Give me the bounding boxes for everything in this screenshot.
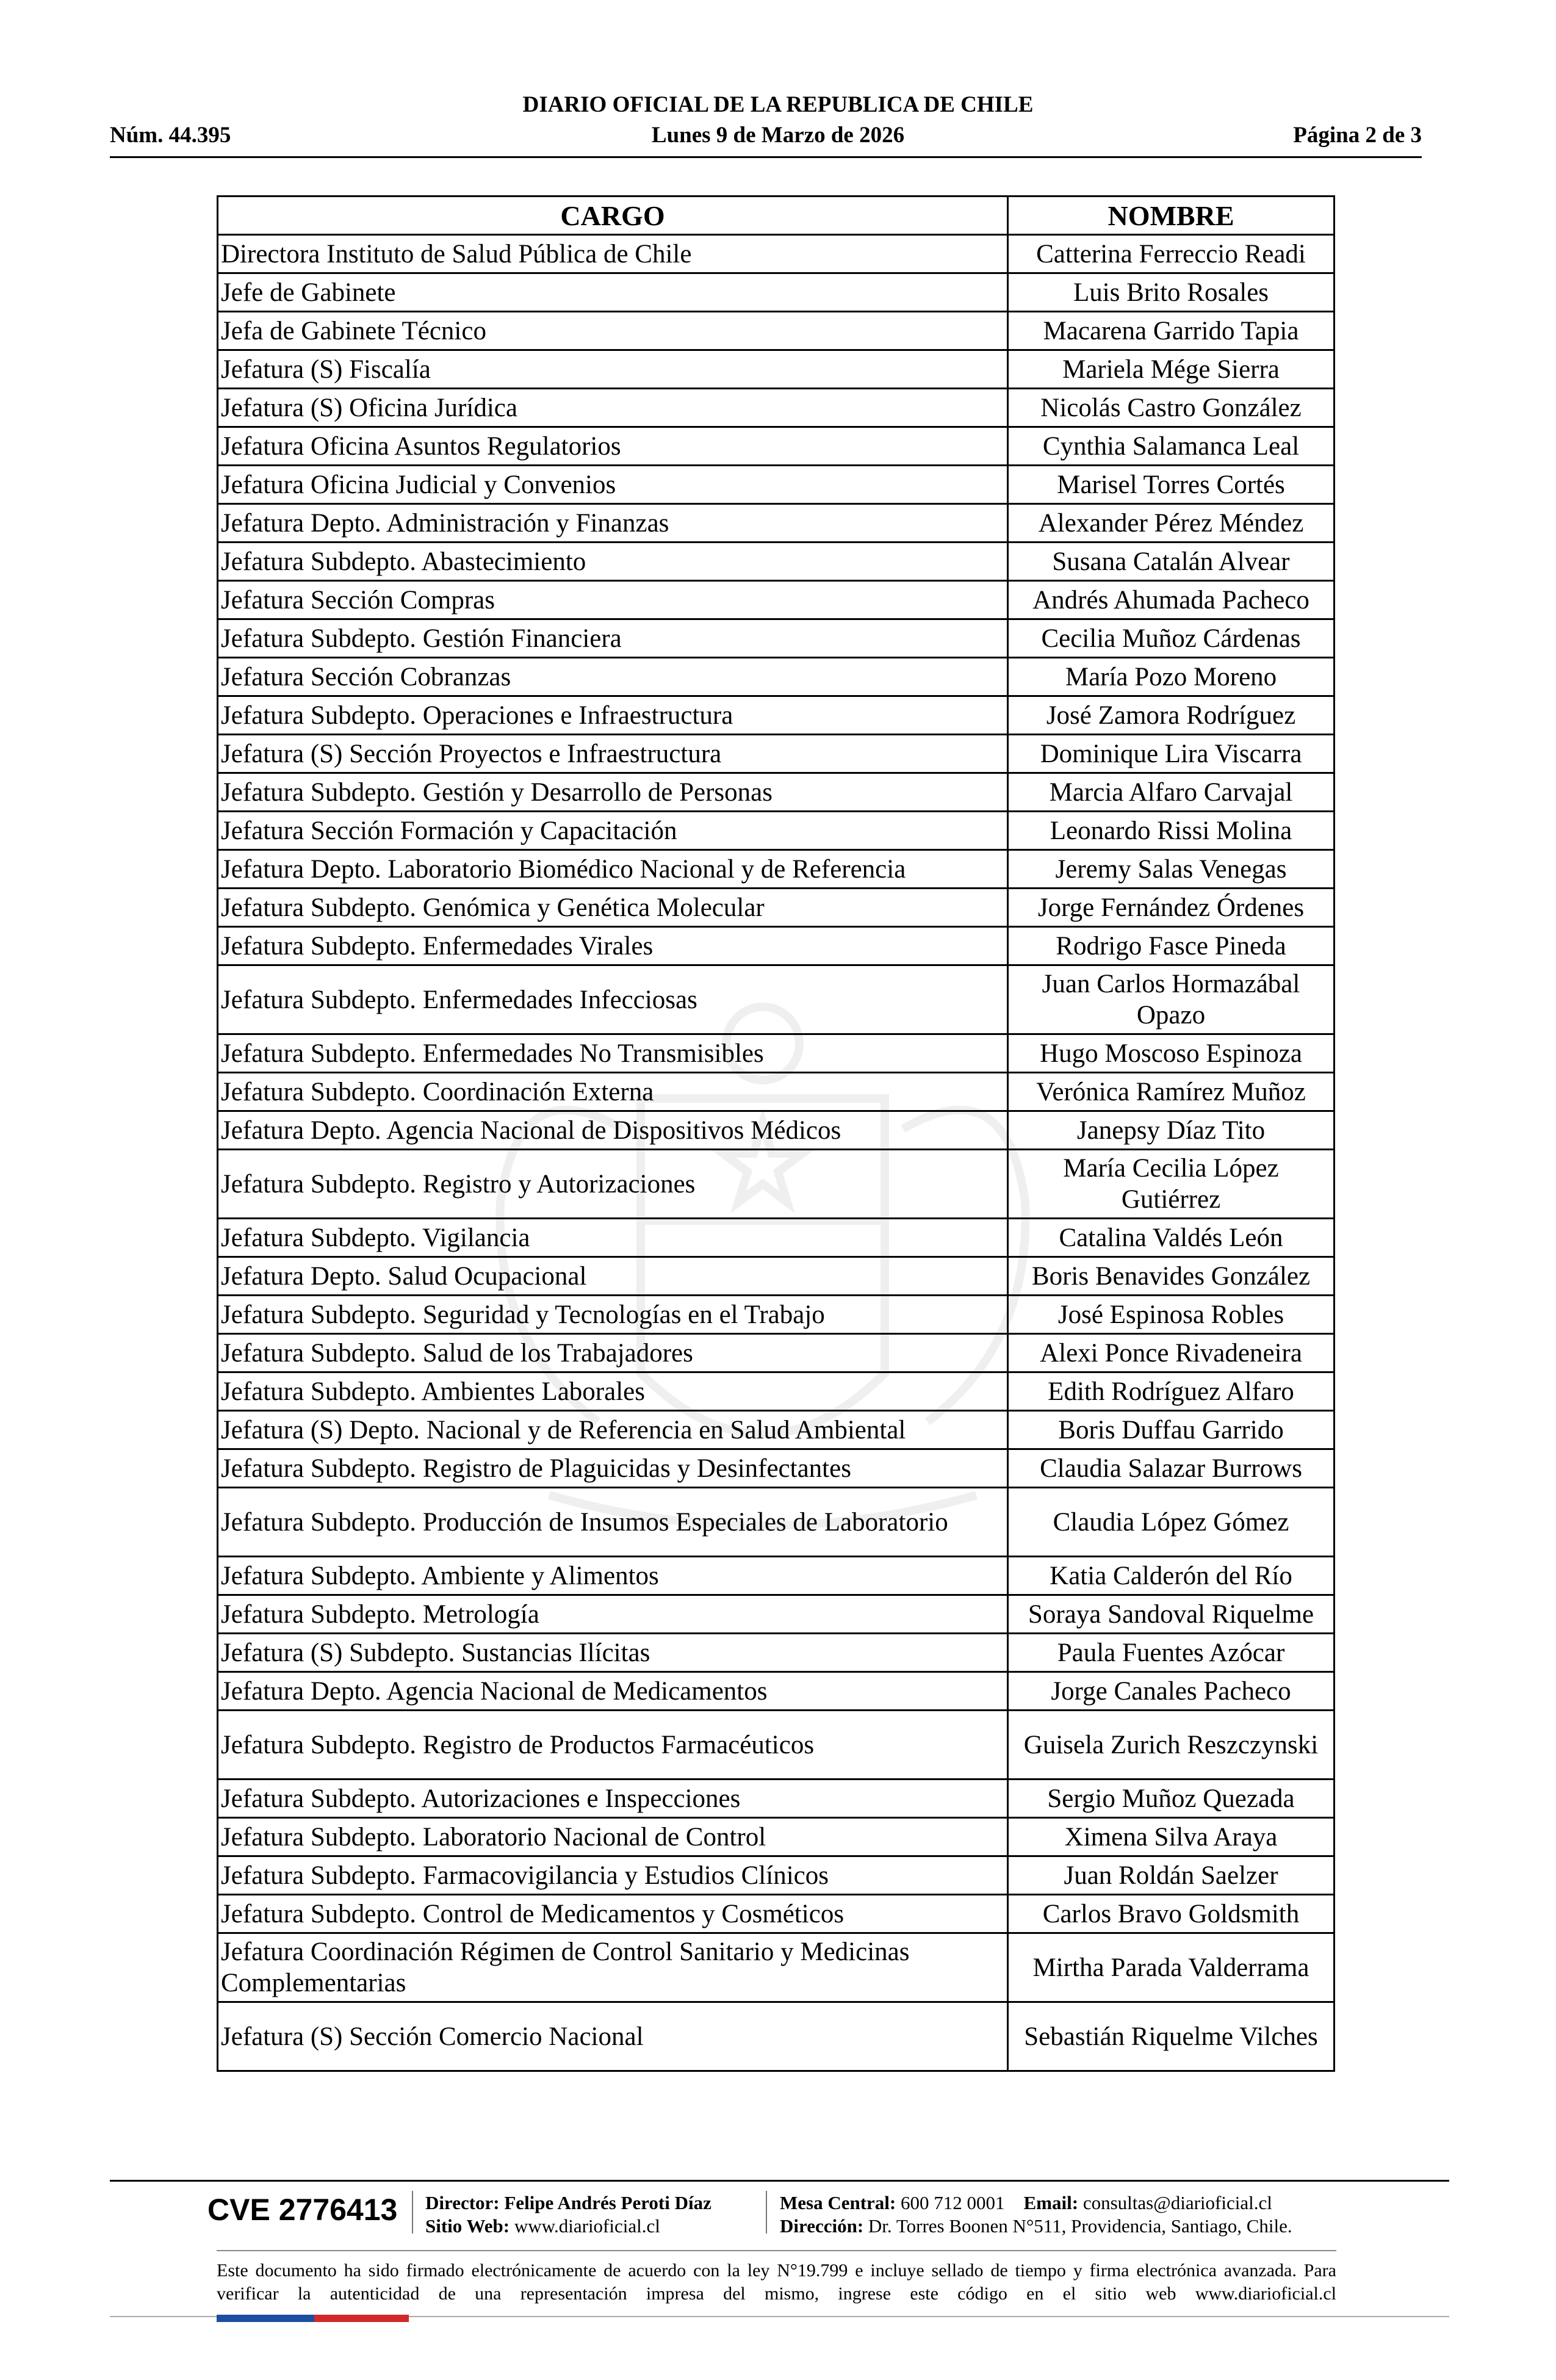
- cargo-cell: Jefatura Subdepto. Genómica y Genética Molecular: [218, 889, 1008, 927]
- nombre-cell: Edith Rodríguez Alfaro: [1008, 1372, 1334, 1411]
- cargo-cell: Jefatura Subdepto. Coordinación Externa: [218, 1073, 1008, 1111]
- table-row: [218, 1296, 1334, 1334]
- nombre-cell: Guisela Zurich Reszczynski: [1008, 1711, 1334, 1780]
- nombre-cell: Catterina Ferreccio Readi: [1008, 235, 1334, 273]
- cargo-cell: Jefatura Sección Compras: [218, 581, 1008, 619]
- newspaper-title: DIARIO OFICIAL DE LA REPUBLICA DE CHILE: [522, 92, 1034, 117]
- cargo-cell: Jefatura Subdepto. Ambiente y Alimentos: [218, 1557, 1008, 1595]
- nombre-cell: Catalina Valdés León: [1008, 1219, 1334, 1257]
- cargo-cell: Jefatura Depto. Agencia Nacional de Medicamentos: [218, 1672, 1008, 1711]
- cargo-cell: Jefatura Subdepto. Enfermedades Virales: [218, 927, 1008, 965]
- nombre-cell: Boris Benavides González: [1008, 1257, 1334, 1296]
- nombre-cell: José Zamora Rodríguez: [1008, 696, 1334, 735]
- cargo-cell: Jefatura Subdepto. Ambientes Laborales: [218, 1372, 1008, 1411]
- page-indicator: Página 2 de 3: [1293, 123, 1422, 148]
- cargo-cell: Jefatura (S) Sección Proyectos e Infraestructura: [218, 735, 1008, 773]
- nombre-cell: Rodrigo Fasce Pineda: [1008, 927, 1334, 965]
- cargo-cell: Jefatura (S) Sección Comercio Nacional: [218, 2002, 1008, 2071]
- nombre-cell: Boris Duffau Garrido: [1008, 1411, 1334, 1449]
- table-row: [218, 2002, 1334, 2071]
- nombre-cell: Soraya Sandoval Riquelme: [1008, 1595, 1334, 1634]
- table-row: [218, 1856, 1334, 1895]
- email-label: Email:: [1023, 2192, 1079, 2213]
- table-row: [218, 1073, 1334, 1111]
- table-row: [218, 1711, 1334, 1780]
- nombre-cell: Leonardo Rissi Molina: [1008, 812, 1334, 850]
- table-row: [218, 1334, 1334, 1372]
- column-header-cargo: CARGO: [218, 197, 1008, 235]
- cargo-cell: Jefatura Depto. Salud Ocupacional: [218, 1257, 1008, 1296]
- nombre-cell: Juan Roldán Saelzer: [1008, 1856, 1334, 1895]
- cargo-cell: Jefatura Oficina Asuntos Regulatorios: [218, 427, 1008, 466]
- table-row: [218, 1557, 1334, 1595]
- nombre-cell: Macarena Garrido Tapia: [1008, 312, 1334, 350]
- cargo-cell: Jefatura Subdepto. Salud de los Trabajadores: [218, 1334, 1008, 1372]
- table-row: [218, 889, 1334, 927]
- nombre-cell: Dominique Lira Viscarra: [1008, 735, 1334, 773]
- nombre-cell: Claudia Salazar Burrows: [1008, 1449, 1334, 1488]
- table-row: [218, 581, 1334, 619]
- table-row: [218, 735, 1334, 773]
- table-row: [218, 927, 1334, 965]
- flag-red-stripe: [314, 2315, 409, 2322]
- cargo-cell: Jefe de Gabinete: [218, 273, 1008, 312]
- table-row: [218, 350, 1334, 389]
- table-row: [218, 1933, 1334, 2002]
- table-row: [218, 235, 1334, 273]
- cargo-cell: Jefatura (S) Oficina Jurídica: [218, 389, 1008, 427]
- table-row: [218, 389, 1334, 427]
- nombre-cell: Jorge Fernández Órdenes: [1008, 889, 1334, 927]
- nombre-cell: Marcia Alfaro Carvajal: [1008, 773, 1334, 812]
- issue-number: Núm. 44.395: [110, 123, 231, 148]
- contact-line: [780, 2192, 1272, 2214]
- table-row: [218, 1818, 1334, 1856]
- nombre-cell: Alexi Ponce Rivadeneira: [1008, 1334, 1334, 1372]
- table-body: [218, 235, 1334, 2071]
- cargo-cell: Jefatura Subdepto. Vigilancia: [218, 1219, 1008, 1257]
- cargo-cell: Jefatura (S) Fiscalía: [218, 350, 1008, 389]
- table-row: [218, 773, 1334, 812]
- nombre-cell: Cynthia Salamanca Leal: [1008, 427, 1334, 466]
- nombre-cell: María Cecilia López Gutiérrez: [1008, 1150, 1334, 1219]
- address-label: Dirección:: [780, 2215, 864, 2237]
- cargo-cell: Jefatura (S) Depto. Nacional y de Referencia en Salud Ambiental: [218, 1411, 1008, 1449]
- table-row: [218, 812, 1334, 850]
- cve-code: CVE 2776413: [207, 2193, 398, 2227]
- cargo-cell: Jefatura (S) Subdepto. Sustancias Ilícitas: [218, 1634, 1008, 1672]
- issue-date: Lunes 9 de Marzo de 2026: [651, 123, 905, 148]
- nombre-cell: Juan Carlos Hormazábal Opazo: [1008, 965, 1334, 1034]
- cargo-cell: Jefatura Subdepto. Laboratorio Nacional de Control: [218, 1818, 1008, 1856]
- table-row: [218, 965, 1334, 1034]
- cargo-cell: Jefatura Subdepto. Gestión Financiera: [218, 619, 1008, 658]
- cargo-cell: Jefatura Subdepto. Producción de Insumos Especiales de Laboratorio: [218, 1488, 1008, 1557]
- nombre-cell: Jeremy Salas Venegas: [1008, 850, 1334, 889]
- cargo-cell: Jefatura Subdepto. Registro de Productos Farmacéuticos: [218, 1711, 1008, 1780]
- footer-divider: [110, 2180, 1449, 2182]
- nombre-cell: Jorge Canales Pacheco: [1008, 1672, 1334, 1711]
- cargo-cell: Directora Instituto de Salud Pública de Chile: [218, 235, 1008, 273]
- table-row: [218, 1372, 1334, 1411]
- cargo-cell: Jefatura Subdepto. Abastecimiento: [218, 543, 1008, 581]
- legal-notice-line: Este documento ha sido firmado electrónicamente de acuerdo con la ley N°19.799 e incluye sellado de tiempo y firma electrónica: [217, 2260, 1217, 2281]
- cargo-cell: Jefa de Gabinete Técnico: [218, 312, 1008, 350]
- mesa-label: Mesa Central:: [780, 2192, 896, 2213]
- nombre-cell: Claudia López Gómez: [1008, 1488, 1334, 1557]
- cargo-cell: Jefatura Sección Cobranzas: [218, 658, 1008, 696]
- table-row: [218, 1111, 1334, 1150]
- email-link[interactable]: consultas@diarioficial.cl: [1082, 2192, 1272, 2213]
- nombre-cell: Susana Catalán Alvear: [1008, 543, 1334, 581]
- table-row: [218, 1780, 1334, 1818]
- table-row: [218, 273, 1334, 312]
- nombre-cell: Cecilia Muñoz Cárdenas: [1008, 619, 1334, 658]
- cargo-cell: Jefatura Sección Formación y Capacitación: [218, 812, 1008, 850]
- nombre-cell: Alexander Pérez Méndez: [1008, 504, 1334, 543]
- cargo-cell: Jefatura Depto. Laboratorio Biomédico Nacional y de Referencia: [218, 850, 1008, 889]
- nombre-cell: Luis Brito Rosales: [1008, 273, 1334, 312]
- nombre-cell: Katia Calderón del Río: [1008, 1557, 1334, 1595]
- nombre-cell: María Pozo Moreno: [1008, 658, 1334, 696]
- cargo-cell: Jefatura Subdepto. Metrología: [218, 1595, 1008, 1634]
- table-row: [218, 427, 1334, 466]
- nombre-cell: Paula Fuentes Azócar: [1008, 1634, 1334, 1672]
- table-row: [218, 1034, 1334, 1073]
- cargo-cell: Jefatura Coordinación Régimen de Control Sanitario y Medicinas Complementarias: [218, 1933, 1008, 2002]
- column-header-nombre: NOMBRE: [1008, 197, 1334, 235]
- flag-blue-stripe: [217, 2315, 314, 2322]
- table-row: [218, 504, 1334, 543]
- website-link[interactable]: www.diarioficial.cl: [514, 2215, 660, 2237]
- nombre-cell: Marisel Torres Cortés: [1008, 466, 1334, 504]
- nombre-cell: Mariela Mége Sierra: [1008, 350, 1334, 389]
- nombre-cell: José Espinosa Robles: [1008, 1296, 1334, 1334]
- website-label: Sitio Web:: [425, 2215, 510, 2237]
- nombre-cell: Sergio Muñoz Quezada: [1008, 1780, 1334, 1818]
- cargo-cell: Jefatura Depto. Administración y Finanzas: [218, 504, 1008, 543]
- nombre-cell: Mirtha Parada Valderrama: [1008, 1933, 1334, 2002]
- table-row: [218, 312, 1334, 350]
- table-row: [218, 1411, 1334, 1449]
- table-row: [218, 1219, 1334, 1257]
- address-value: Dr. Torres Boonen N°511, Providencia, Santiago, Chile.: [868, 2215, 1292, 2237]
- cargo-cell: Jefatura Subdepto. Operaciones e Infraestructura: [218, 696, 1008, 735]
- director-name: Director: Felipe Andrés Peroti Díaz: [425, 2192, 711, 2213]
- table-row: [218, 1672, 1334, 1711]
- footer-separator: [412, 2191, 413, 2234]
- cargo-cell: Jefatura Subdepto. Enfermedades Infecciosas: [218, 965, 1008, 1034]
- header-divider: [110, 156, 1422, 158]
- table-row: [218, 850, 1334, 889]
- cargo-cell: Jefatura Subdepto. Autorizaciones e Inspecciones: [218, 1780, 1008, 1818]
- footer-inner-divider: [217, 2250, 1336, 2251]
- cargo-cell: Jefatura Subdepto. Enfermedades No Transmisibles: [218, 1034, 1008, 1073]
- cargo-cell: Jefatura Subdepto. Registro de Plaguicidas y Desinfectantes: [218, 1449, 1008, 1488]
- legal-notice-line: avanzada. Para verificar la autenticidad de una representación impresa del mismo, ingrese este código en el sitio web www.diarioficial.cl: [217, 2260, 1336, 2304]
- table-row: [218, 658, 1334, 696]
- footer-separator: [766, 2191, 767, 2234]
- cargo-cell: Jefatura Subdepto. Farmacovigilancia y Estudios Clínicos: [218, 1856, 1008, 1895]
- table-row: [218, 619, 1334, 658]
- nombre-cell: Ximena Silva Araya: [1008, 1818, 1334, 1856]
- cargo-cell: Jefatura Subdepto. Gestión y Desarrollo de Personas: [218, 773, 1008, 812]
- cargo-cell: Jefatura Subdepto. Registro y Autorizaciones: [218, 1150, 1008, 1219]
- table-row: [218, 1895, 1334, 1933]
- table-row: [218, 466, 1334, 504]
- table-row: [218, 543, 1334, 581]
- nombre-cell: Carlos Bravo Goldsmith: [1008, 1895, 1334, 1933]
- nombre-cell: Nicolás Castro González: [1008, 389, 1334, 427]
- table-row: [218, 1150, 1334, 1219]
- website-line: [425, 2215, 660, 2237]
- table-row: [218, 1449, 1334, 1488]
- positions-table: [217, 195, 1335, 2072]
- table-row: [218, 696, 1334, 735]
- nombre-cell: Hugo Moscoso Espinoza: [1008, 1034, 1334, 1073]
- cargo-cell: Jefatura Oficina Judicial y Convenios: [218, 466, 1008, 504]
- nombre-cell: Verónica Ramírez Muñoz: [1008, 1073, 1334, 1111]
- table-header-row: [218, 197, 1334, 235]
- cargo-cell: Jefatura Depto. Agencia Nacional de Dispositivos Médicos: [218, 1111, 1008, 1150]
- cargo-cell: Jefatura Subdepto. Seguridad y Tecnologías en el Trabajo: [218, 1296, 1008, 1334]
- mesa-phone: 600 712 0001: [901, 2192, 1005, 2213]
- cargo-cell: Jefatura Subdepto. Control de Medicamentos y Cosméticos: [218, 1895, 1008, 1933]
- legal-notice: [217, 2259, 1336, 2306]
- table-row: [218, 1257, 1334, 1296]
- address-line: [780, 2215, 1292, 2237]
- flag-stripe: [217, 2315, 409, 2322]
- table-row: [218, 1595, 1334, 1634]
- nombre-cell: Janepsy Díaz Tito: [1008, 1111, 1334, 1150]
- nombre-cell: Andrés Ahumada Pacheco: [1008, 581, 1334, 619]
- table-row: [218, 1634, 1334, 1672]
- table-row: [218, 1488, 1334, 1557]
- nombre-cell: Sebastián Riquelme Vilches: [1008, 2002, 1334, 2071]
